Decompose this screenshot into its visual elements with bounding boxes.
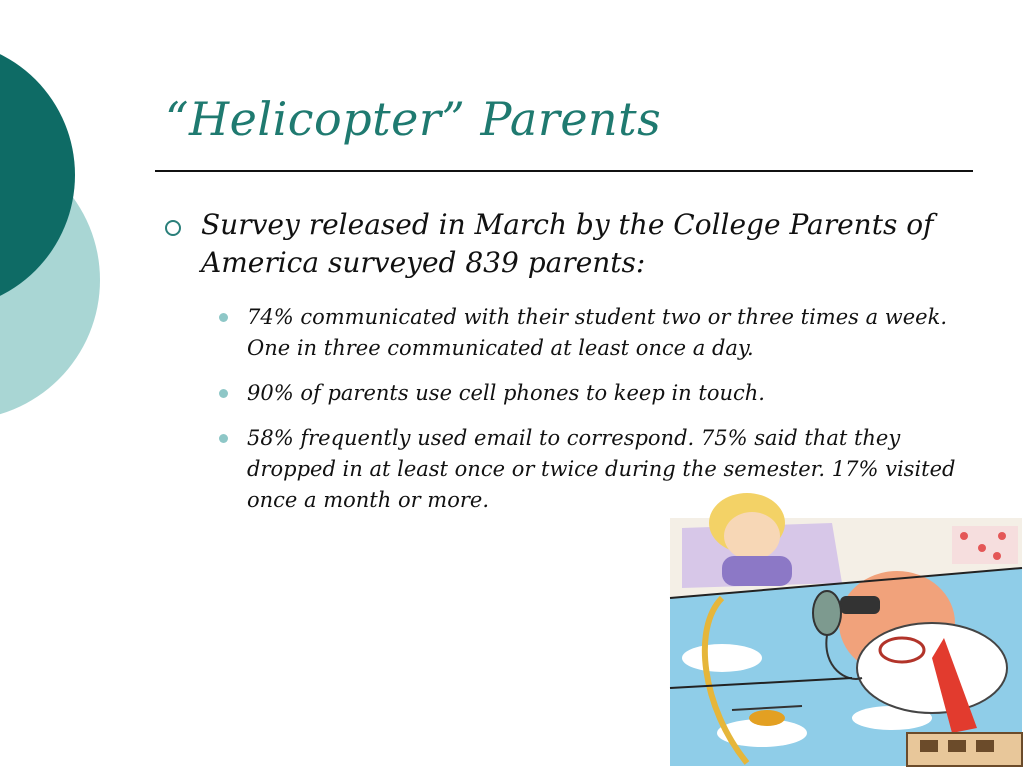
main-bullet-text: Survey released in March by the College Parents of America surveyed 839 parents: (201, 208, 934, 279)
dot-bullet-icon (219, 313, 228, 322)
sub-bullet-text: 58% frequently used email to correspond. 75% said that they dropped in at least once or twice during the semester. 17% visited once a month or more. (247, 426, 956, 512)
cartoon-illustration-icon (652, 478, 1024, 768)
sub-bullet (214, 378, 959, 409)
dot-bullet-icon (219, 389, 228, 398)
title-divider (155, 170, 973, 172)
hollow-circle-bullet-icon (165, 220, 181, 236)
main-bullet (165, 206, 955, 282)
dot-bullet-icon (219, 434, 228, 443)
sub-bullet-text: 90% of parents use cell phones to keep in touch. (247, 381, 765, 405)
slide-title: “Helicopter” Parents (165, 92, 662, 146)
sub-bullet-text: 74% communicated with their student two or three times a week. One in three communicated at least once a day. (247, 305, 948, 360)
decorative-circles (0, 0, 110, 420)
sub-bullet (214, 302, 959, 364)
